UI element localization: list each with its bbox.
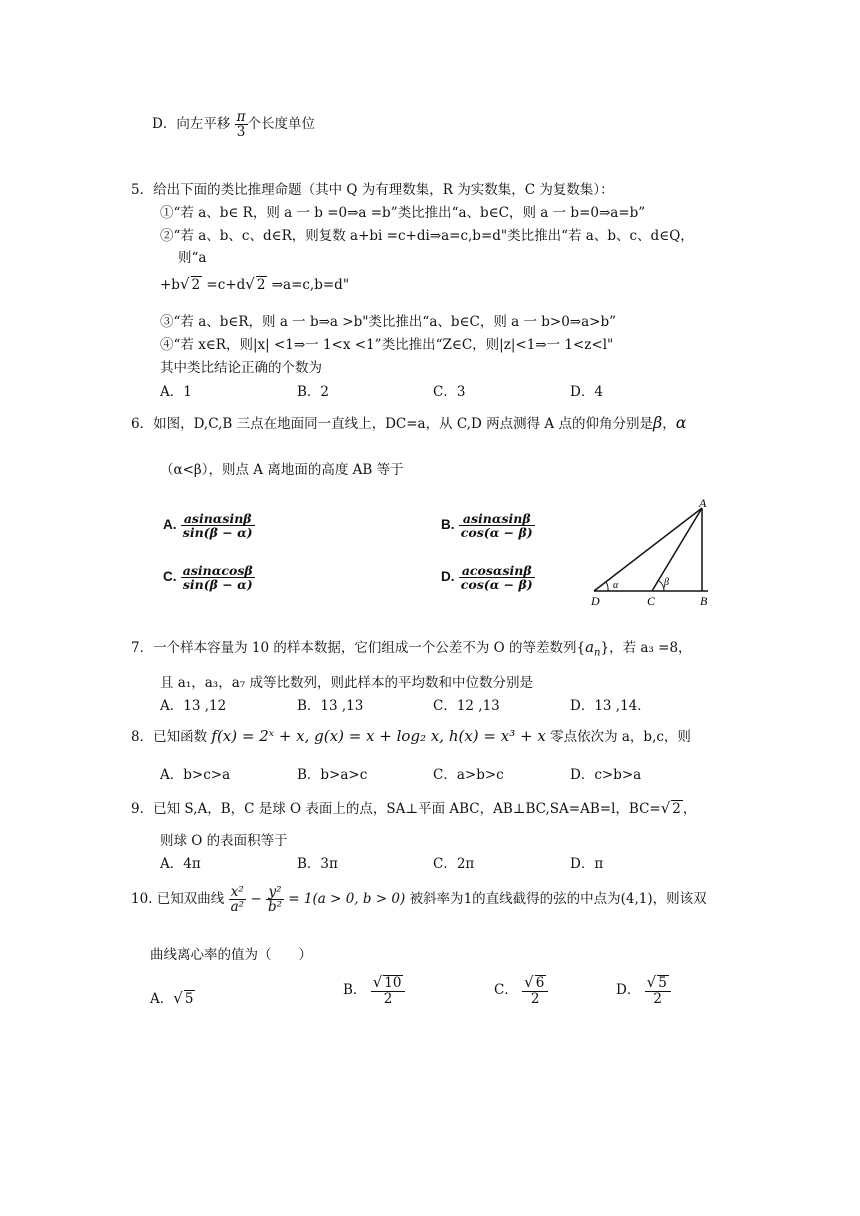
q9-line-2: 则球 O 的表面积等于 [160,833,288,849]
label-d: D [591,594,600,608]
q6-opt-d-label: D. [441,569,455,585]
q8-option-a: A．b>c>a [160,767,231,783]
q6-option-c [163,564,255,591]
q7-option-d: D．13 ,14． [570,698,651,714]
q4d-num: π [236,109,246,125]
line-ca [652,508,702,591]
q5-stem: 5．给出下面的类比推理命题（其中 Q 为有理数集，R 为实数集，C 为复数集）： [131,182,614,198]
q6-line-2: （α<β），则点 A 离地面的高度 AB 等于 [160,462,404,478]
q10-point: (4,1) [620,891,653,908]
q10-option-c: C． $\frac{√ 6}{2}$ [494,975,548,1006]
alpha-arc [606,582,608,591]
q6-opt-c-num: asinαcosβ [182,563,253,578]
q7-option-b: B．13 ,13 [297,698,364,714]
q10-pre: 10. 已知双曲线 [131,891,225,908]
q8-formula: f(x) = 2ˣ + x, g(x) = x + log₂ x, h(x) = x³ + x [211,727,546,745]
q6-stem [131,412,687,432]
q5-option-c: C．3 [433,384,466,400]
sqrt-sign: √ [660,799,671,817]
q9-radicand: 2 [672,801,681,817]
q8-post: 零点依次为 a，b,c，则 [550,729,691,745]
q10-c-den: 2 [530,990,540,1007]
label-a: A [699,496,707,510]
q9-stem-end: ， [682,801,697,817]
q7-an-sub: n [594,647,601,659]
q4d-tail: 个长度单位 [247,116,315,133]
q5-statement-3: ③“若 a、b∈R，则 a 一 b⇒a >b"类比推出“a、b∈C，则 a 一 b>0⇒a>b” [160,314,617,330]
q10-post: ，则该双 [652,891,707,908]
q4-option-d [152,110,315,139]
q10-option-a [150,987,195,1007]
q7-line-2: 且 a₁，a₃，a₇ 成等比数列，则此样本的平均数和中位数分别是 [160,675,533,691]
q6-opt-d-num: acosαsinβ [459,564,535,578]
q7-option-c: C．12 ,13 [433,698,500,714]
q9-option-b: B．3π [297,856,338,872]
q4d-den: 3 [236,124,246,141]
q10-yden: b² [267,899,282,916]
q10-d-radicand: 5 [658,975,667,991]
q5-statement-2c [160,275,349,293]
q10-cond: = 1(a > 0, b > 0) [284,891,406,908]
q5-statement-4: ④“若 x∈R，则|x| <1⇒一 1<x <1”类比推出“Z∈C，则|z|<1⇒一 1<z<l" [160,337,614,353]
q9-stem [131,797,696,817]
q10-xnum: x² [229,885,246,900]
label-b: B [700,594,708,608]
q6-option-b [441,512,535,539]
q8-option-b: B．b>a>c [297,767,368,783]
q10-d-label: D． [616,981,641,998]
q5-option-a: A．1 [160,384,192,400]
q6-opt-c-den: sin(β − α) [182,577,253,593]
q10-minus: − [246,891,266,908]
q7-stem-end: }，若 a₃ =8， [600,640,692,656]
q6-triangle-figure [586,495,726,610]
q4d-fraction [235,110,248,139]
q5-option-b: B．2 [297,384,330,400]
sqrt-sign: √ [179,275,190,293]
q6-opt-c-label: C. [163,569,177,585]
q6-stem-text: 6．如图，D,C,B 三点在地面同一直线上，DC=a，从 C,D 两点测得 A 点的仰角分别是 [131,416,653,432]
q10-b-den: 2 [383,990,393,1007]
q10-option-b: B． $\frac{√ 10}{2}$ [343,975,405,1006]
q10-mid2: 的直线截得的弦的中点为 [472,891,621,908]
q7-stem-text: 7．一个样本容量为 10 的样本数据，它们组成一个公差不为 O 的等差数列{ [131,640,586,656]
q8-option-d: D．c>b>a [570,767,642,783]
q9-option-d: D．π [570,856,604,872]
q6-option-d [441,564,535,591]
label-c: C [647,594,656,608]
q10-c-label: C． [494,981,518,998]
q10-xden: a² [230,899,245,916]
q10-mid: 被斜率为 [409,891,464,908]
q10-b-radicand: 10 [384,975,402,991]
q6-opt-a-den: sin(β − α) [182,525,253,541]
q5-s2c-radicand-1: 2 [191,277,201,293]
q4d-label: D．向左平移 [152,116,231,133]
q5-s2c-mid: =c+d [206,277,246,293]
q7-an: a [585,638,595,656]
q6-comma: ， [662,416,676,432]
q6-opt-d-den: cos(α − β) [460,577,533,593]
q10-frac-x [229,885,246,914]
q10-one: 1 [463,891,473,908]
q10-b-label: B． [343,981,367,998]
label-alpha: α [613,580,619,591]
q8-option-c: C．a>b>c [433,767,504,783]
q10-line-2: 曲线离心率的值为（ ） [150,947,312,963]
q10-c-radicand: 6 [535,975,545,991]
q8-stem [131,725,691,745]
sqrt-sign: √ [245,275,255,293]
q9-option-c: C．2π [433,856,475,872]
q5-statement-2b: 则“a [178,250,207,266]
q6-opt-b-num: asinαsinβ [459,512,535,526]
q7-option-a: A．13 ,12 [160,698,227,714]
q6-opt-a-label: A. [163,517,177,533]
q10-a-label: A． [150,991,174,1007]
q5-s2c-post: ⇒a=c,b=d" [271,277,350,293]
q6-alpha: α [675,413,687,432]
line-da [594,508,702,591]
q8-pre: 8．已知函数 [131,729,208,745]
q6-opt-a-num: asinαsinβ [181,512,255,526]
q10-stem [131,885,707,914]
q10-d-den: 2 [653,990,662,1007]
q5-s2c-radicand-2: 2 [256,277,266,293]
q5-statement-1: ①“若 a、b∈ R，则 a 一 b =0⇒a =b”类比推出“a、b∈C，则 a 一 b=0⇒a=b” [160,205,646,221]
q5-s2c-pre: +b [160,277,180,293]
q9-option-a: A．4π [160,856,201,872]
q6-beta: β [652,413,663,432]
q6-opt-b-label: B. [441,517,455,533]
q10-ynum: y² [266,885,284,900]
q5-question: 其中类比结论正确的个数为 [160,360,322,376]
q5-statement-2a: ②“若 a、b、c、d∈R，则复数 a+bi =c+di⇒a=c,b=d"类比推出“若 a、b、c、d∈Q， [160,228,694,244]
label-beta: β [664,577,669,588]
q10-a-radicand: 5 [184,991,194,1007]
sqrt-sign: √ [173,989,183,1007]
q9-stem-text: 9．已知 S,A，B，C 是球 O 表面上的点，SA⊥平面 ABC，AB⊥BC,SA=AB=l，BC= [131,801,661,817]
q6-opt-b-den: cos(α − β) [460,525,533,541]
q10-frac-y [266,885,284,914]
q6-option-a [163,512,255,539]
q5-option-d: D．4 [570,384,603,400]
q10-option-d: D． $\frac{√ 5}{2}$ [616,975,671,1006]
q7-stem [131,636,692,659]
